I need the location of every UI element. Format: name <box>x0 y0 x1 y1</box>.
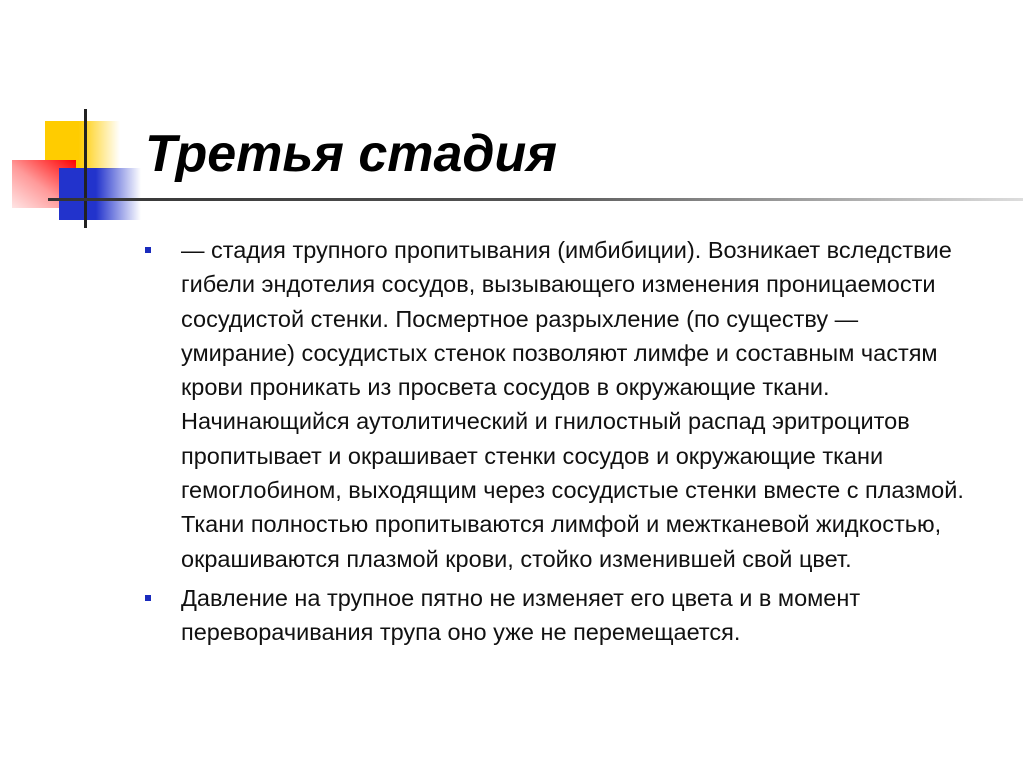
square-bullet-icon <box>145 595 151 601</box>
bullet-item <box>145 581 975 650</box>
bullet-text: Давление на трупное пятно не изменяет его цвета и в момент переворачивания трупа оно уже не перемещается. <box>181 584 861 646</box>
decor-blue-square <box>59 168 141 220</box>
slide-title: Третья стадия <box>145 125 557 183</box>
bullet-list <box>145 233 975 655</box>
square-bullet-icon <box>145 247 151 253</box>
decor-vertical-line <box>84 109 87 228</box>
bullet-item <box>145 233 975 576</box>
bullet-text: — стадия трупного пропитывания (имбибиции). Возникает вследствие гибели эндотелия сосудов, вызывающего изменения проницаемости сосудистой стенки. Посмертное разрыхление (по существу — умирание) сосудистых стенок позволяют лимфе и составным частям крови проникать из просвета сосудов в окружающие ткани. Начинающийся аутолитический и гнилостный распад эритроцитов пропитывает и окрашивает стенки сосудов и окружающие ткани гемоглобином, выходящим через сосудистые стенки вместе с плазмой. Ткани полностью пропитываются лимфой и межтканевой жидкостью, окрашиваются плазмой крови, стойко изменившей свой цвет. <box>181 237 964 572</box>
title-underline <box>48 198 1023 201</box>
